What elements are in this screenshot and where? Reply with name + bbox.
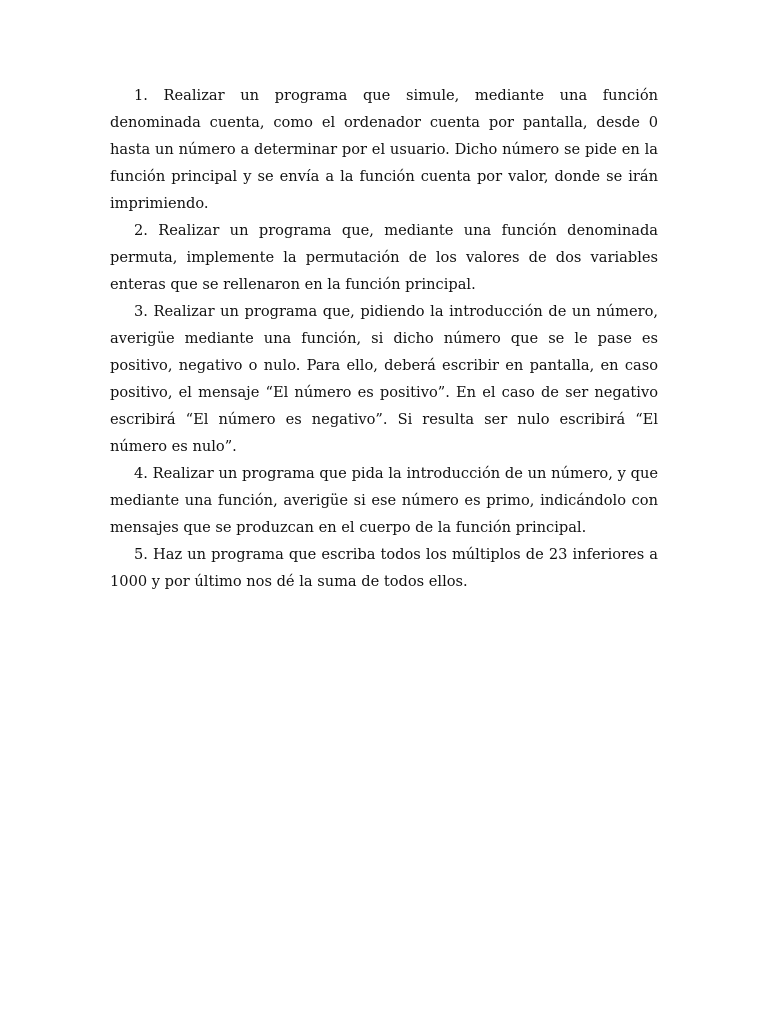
exercise-item-4: 4. Realizar un programa que pida la introducción de un número, y que mediante una función, averigüe si ese número es primo, indicándolo con mensajes que se produzcan en el cuerpo de la función principal.	[110, 465, 658, 536]
exercise-list	[110, 82, 658, 595]
exercise-item-5: 5. Haz un programa que escriba todos los múltiplos de 23 inferiores a 1000 y por último nos dé la suma de todos ellos.	[110, 546, 658, 590]
exercise-item-1: 1. Realizar un programa que simule, mediante una función denominada cuenta, como el ordenador cuenta por pantalla, desde 0 hasta un número a determinar por el usuario. Dicho número se pide en la función principal y se envía a la función cuenta por valor, donde se irán imprimiendo.	[110, 87, 658, 212]
exercise-item-3: 3. Realizar un programa que, pidiendo la introducción de un número, averigüe mediante una función, si dicho número que se le pase es positivo, negativo o nulo. Para ello, deberá escribir en pantalla, en caso positivo, el mensaje “El número es positivo”. En el caso de ser negativo escribirá “El número es negativo”. Si resulta ser nulo escribirá “El número es nulo”.	[110, 303, 658, 455]
exercise-item-2: 2. Realizar un programa que, mediante una función denominada permuta, implemente la permutación de los valores de dos variables enteras que se rellenaron en la función principal.	[110, 222, 658, 293]
